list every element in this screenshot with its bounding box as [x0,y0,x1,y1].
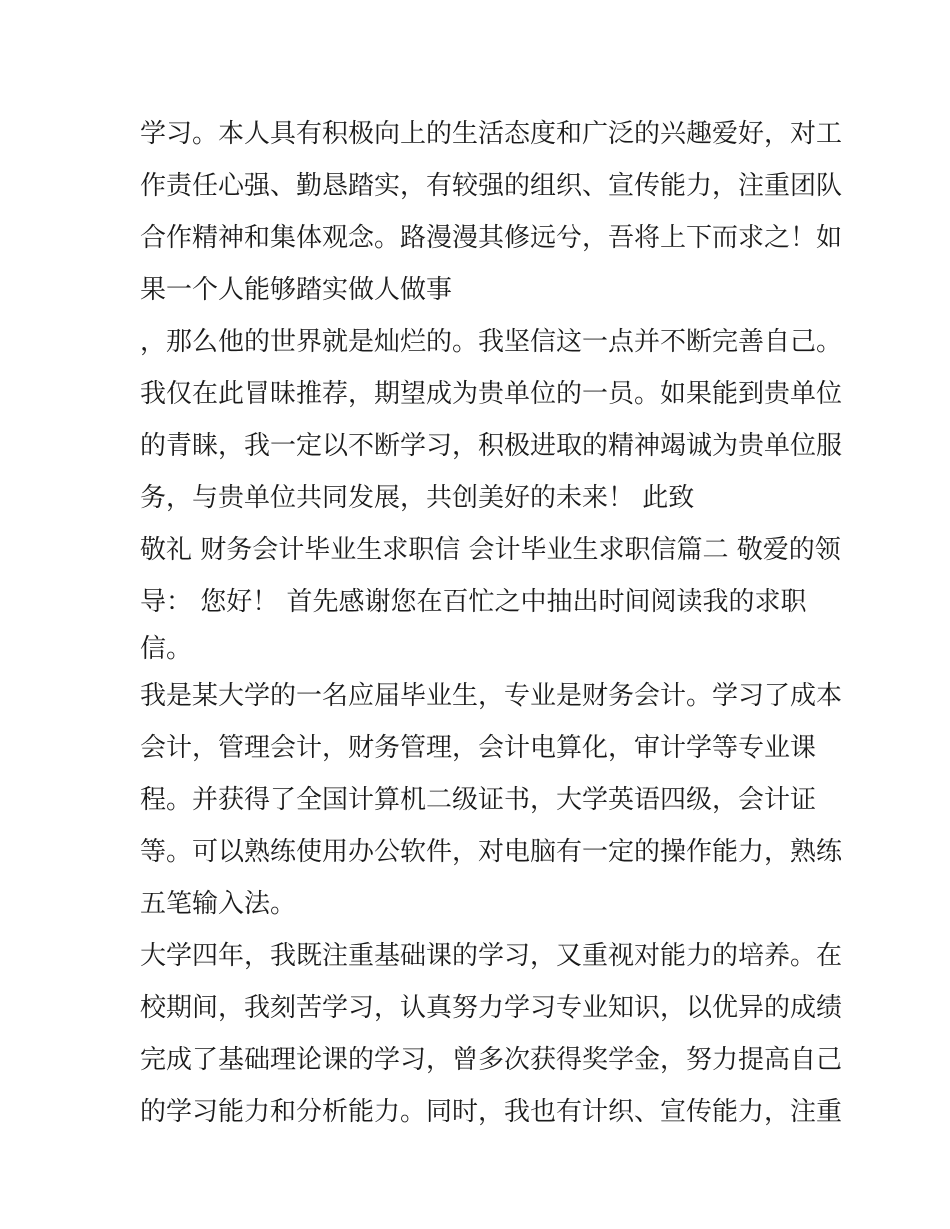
text-line: 我是某大学的一名应届毕业生，专业是财务会计。学习了成本 [140,681,843,711]
body-text [140,108,843,1138]
text-line: 信。 [140,634,193,664]
text-line: 敬礼 财务会计毕业生求职信 会计毕业生求职信篇二 敬爱的领 [140,535,841,565]
text-line: ，那么他的世界就是灿烂的。我坚信这一点并不断完善自己。 [140,327,843,357]
text-line: 导： 您好！ 首先感谢您在百忙之中抽出时间阅读我的求职 [140,587,807,617]
text-line: 作责任心强、勤恳踏实，有较强的组织、宣传能力，注重团队 [140,171,843,201]
text-line: 的青睐，我一定以不断学习，积极进取的精神竭诚为贵单位服 [140,431,843,461]
text-line: 务，与贵单位共同发展，共创美好的未来！ 此致 [140,483,695,513]
text-line: 果一个人能够踏实做人做事 [140,275,453,305]
text-line: 会计，管理会计，财务管理，会计电算化，审计学等专业课 [140,733,817,763]
text-line: 学习。本人具有积极向上的生活态度和广泛的兴趣爱好，对工 [140,119,843,149]
text-line: 程。并获得了全国计算机二级证书，大学英语四级，会计证 [140,785,817,815]
text-line: 等。可以熟练使用办公软件，对电脑有一定的操作能力，熟练 [140,837,843,867]
text-line: 校期间，我刻苦学习，认真努力学习专业知识，以优异的成绩 [140,993,843,1023]
text-line: 大学四年，我既注重基础课的学习，又重视对能力的培养。在 [140,941,843,971]
text-line: 五笔输入法。 [140,889,297,919]
text-line: 合作精神和集体观念。路漫漫其修远兮，吾将上下而求之！如 [140,223,843,253]
text-line: 的学习能力和分析能力。同时，我也有计织、宣传能力，注重 [140,1097,843,1127]
text-line: 我仅在此冒昧推荐，期望成为贵单位的一员。如果能到贵单位 [140,379,843,409]
text-line: 完成了基础理论课的学习，曾多次获得奖学金，努力提高自己 [140,1045,843,1075]
